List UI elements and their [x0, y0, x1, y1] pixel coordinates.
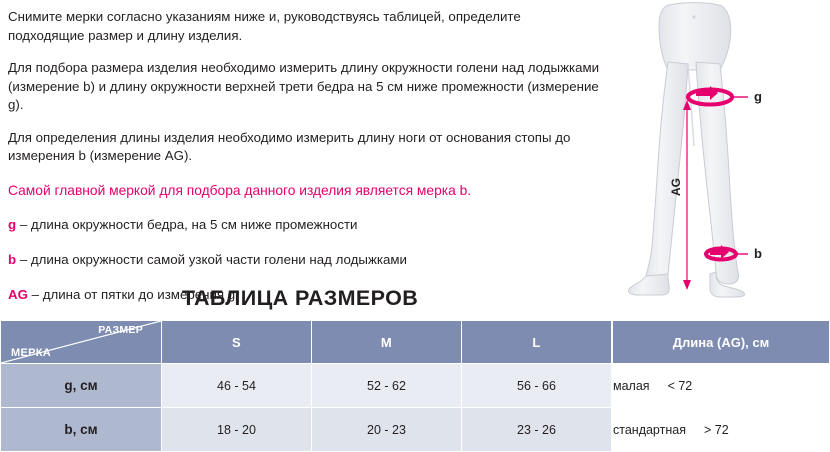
- table-row: [1, 364, 612, 408]
- definition-key-ag: AG: [8, 286, 28, 302]
- length-name-standard: стандартная: [613, 422, 686, 437]
- column-header-m: M: [312, 321, 462, 364]
- definition-key-b: b: [8, 251, 17, 267]
- cell-b-m: 20 - 23: [312, 408, 462, 452]
- tables-area: [0, 320, 830, 449]
- illustration-label-g: g: [754, 89, 762, 104]
- size-table: [0, 320, 612, 452]
- measurement-line-ag: [683, 100, 691, 290]
- length-name-small: малая: [613, 378, 650, 393]
- cell-g-s: 46 - 54: [162, 364, 312, 408]
- table-corner-header: [1, 321, 162, 364]
- length-table-header: Длина (AG), см: [613, 321, 830, 364]
- table-header-row: [613, 321, 830, 364]
- cell-b-s: 18 - 20: [162, 408, 312, 452]
- definition-key-g: g: [8, 216, 17, 232]
- intro-paragraph-1: Снимите мерки согласно указаниям ниже и, руководствуясь таблицей, определите подходящие размер и длину изделия.: [8, 9, 521, 43]
- column-header-s: S: [162, 321, 312, 364]
- length-table: [612, 320, 830, 452]
- table-row: [613, 364, 830, 408]
- table-row: [1, 408, 612, 452]
- corner-label-size: РАЗМЕР: [98, 324, 143, 336]
- definition-text-b: – длина окружности самой узкой части голени над лодыжками: [16, 251, 407, 267]
- corner-label-measure: МЕРКА: [11, 347, 51, 359]
- length-value-small: < 72: [667, 378, 693, 393]
- definition-text-ag: – длина от пятки до измерения g: [27, 286, 236, 302]
- definition-g: [8, 216, 600, 234]
- length-value-standard: > 72: [703, 422, 729, 437]
- intro-paragraph-3: Для определения длины изделия необходимо измерить длину ноги от основания стопы до измерения b (измерение AG).: [8, 129, 571, 163]
- cell-g-m: 52 - 62: [312, 364, 462, 408]
- cell-g-l: 56 - 66: [462, 364, 612, 408]
- column-header-l: L: [462, 321, 612, 364]
- intro-paragraph-2: Для подбора размера изделия необходимо измерить длину окружности голени над лодыжками (измерение b) и длину окружности верхней трети бедра на 5 см ниже промежности (измерение g).: [8, 60, 600, 112]
- table-header-row: [1, 321, 612, 364]
- illustration-label-b: b: [754, 246, 762, 261]
- highlight-note: Самой главной меркой для подбора данного изделия является мерка b.: [8, 182, 472, 198]
- definition-b: [8, 251, 600, 269]
- row-label-g: g, см: [1, 364, 162, 408]
- page-title: ТАБЛИЦА РАЗМЕРОВ: [181, 286, 419, 310]
- leg-measurement-illustration: [604, 0, 830, 300]
- table-row: [613, 408, 830, 452]
- definition-text-g: – длина окружности бедра, на 5 см ниже промежности: [16, 216, 358, 232]
- row-label-b: b, см: [1, 408, 162, 452]
- length-row-small: [613, 364, 830, 408]
- length-row-standard: [613, 408, 830, 452]
- illustration-label-ag: AG: [669, 178, 683, 196]
- cell-b-l: 23 - 26: [462, 408, 612, 452]
- instructions-text-block: [8, 8, 600, 304]
- measurement-band-b: [706, 245, 748, 260]
